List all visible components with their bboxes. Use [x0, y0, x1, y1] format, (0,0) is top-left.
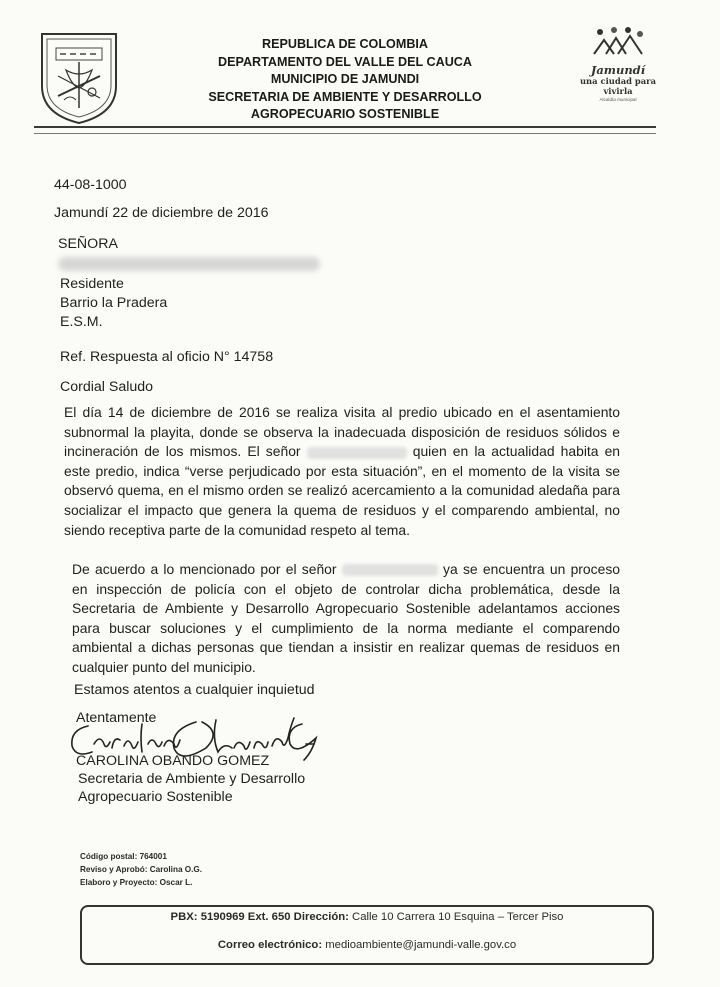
letterhead-line: REPUBLICA DE COLOMBIA [261, 37, 429, 51]
letter-date: Jamundí 22 de diciembre de 2016 [54, 205, 269, 221]
redacted-recipient-name [58, 257, 320, 271]
signer-name: CAROLINA OBANDO GOMEZ [76, 753, 270, 769]
recipient-line: Barrio la Pradera [60, 295, 168, 311]
jamundi-logo-icon [590, 26, 646, 58]
redacted-name [307, 447, 407, 459]
paragraph-text: quien en la actualidad habita en este predio, indica “verse perjudicado por esta situación”, en el momento de la visita se observó quema, en el mismo orden se realizó acercamiento a la comunidad aledaña para socializar el impacto que genera la quema de residuos y el comparendo ambiental, no siendo receptiva parte de la comunidad respeto al tema. [64, 443, 621, 538]
logo-tagline: una ciudad para vivirla [579, 76, 657, 96]
postal-code: Código postal: 764001 [80, 852, 167, 861]
footer-email-line [82, 939, 652, 951]
paragraph-text: El día 14 de diciembre de 2016 se realiza visita al predio ubicado en el asentamiento subnormal la playita, donde se observa la inadecuada disposición de residuos sólidos e incineración de los mismos. El señor [64, 404, 620, 460]
signer-title: Secretaria de Ambiente y Desarrollo [78, 771, 306, 787]
closing-line: Estamos atentos a cualquier inquietud [74, 682, 315, 698]
paragraph-text: ya se encuentra un proceso en inspección de policía con el objeto de controlar dicha problemática, desde la Secretaria de Ambiente y Desarrollo Agropecuario Sostenible adelantamos acciones para buscar soluciones y el cumplimiento de la norma mediante el comparendo ambiental a dichas personas que tiendan a insistir en realizar quemas de residuos en cualquier punto del municipio. [72, 561, 621, 675]
header-divider [34, 126, 656, 134]
letterhead-line: DEPARTAMENTO DEL VALLE DEL CAUCA [218, 54, 472, 69]
jamundi-logo [568, 26, 668, 102]
prepared-by: Elaboro y Proyecto: Oscar L. [80, 878, 193, 887]
municipal-crest-icon [36, 26, 122, 126]
email-label: Correo electrónico: [217, 939, 323, 951]
address-label: Dirección: [293, 911, 349, 923]
letterhead-line: MUNICIPIO DE JAMUNDI [270, 72, 420, 87]
salutation: SEÑORA [58, 236, 118, 252]
letterhead-title [150, 36, 540, 124]
body-paragraph-1 [64, 403, 620, 540]
letterhead-line: SECRETARIA DE AMBIENTE Y DESARROLLO [208, 89, 482, 104]
email-link[interactable]: medioambiente@jamundi-valle.gov.co [325, 939, 517, 951]
pbx-value: 5190969 Ext. 650 [200, 911, 291, 923]
recipient-line: Residente [60, 276, 124, 292]
reference-code: 44-08-1000 [54, 177, 127, 193]
reviewed-by: Reviso y Aprobó: Carolina O.G. [80, 865, 203, 874]
redacted-name [342, 564, 438, 576]
greeting: Cordial Saludo [60, 379, 154, 395]
pbx-label: PBX: [170, 911, 198, 923]
logo-name: Jamundí [590, 63, 646, 77]
footer-contact-line [82, 911, 652, 923]
paragraph-text: De acuerdo a lo mencionado por el señor [72, 561, 337, 577]
footer-contact-box [80, 905, 654, 965]
valediction: Atentamente [76, 710, 157, 726]
letterhead-line: AGROPECUARIO SOSTENIBLE [250, 107, 440, 122]
reference-line: Ref. Respuesta al oficio N° 14758 [60, 349, 274, 365]
body-paragraph-2 [72, 560, 620, 678]
logo-subtitle: Alcaldía municipal [599, 97, 637, 102]
address-value: Calle 10 Carrera 10 Esquina – Tercer Piso [352, 911, 564, 923]
recipient-line: E.S.M. [60, 314, 103, 330]
signer-title: Agropecuario Sostenible [78, 789, 233, 805]
